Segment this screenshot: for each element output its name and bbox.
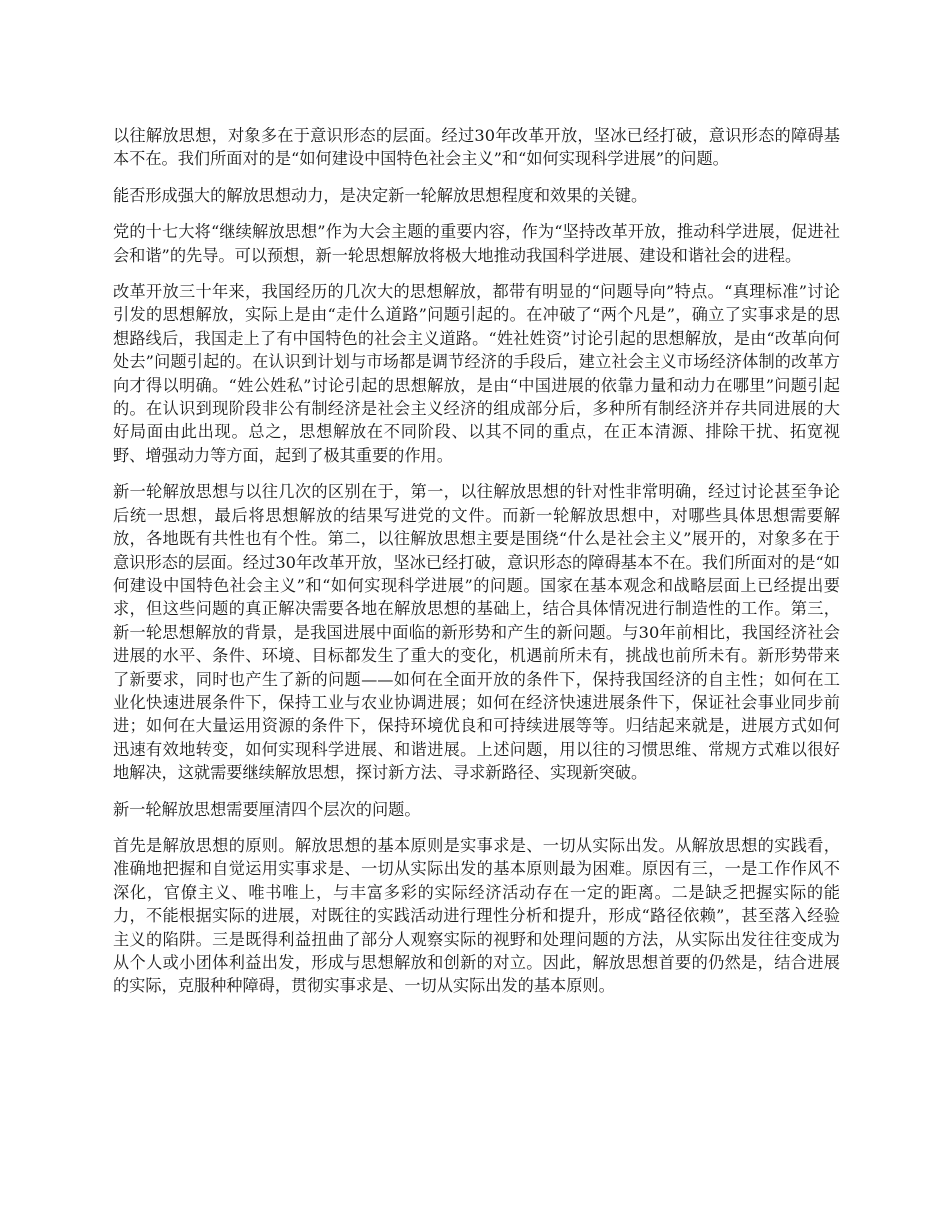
paragraph-6: 新一轮解放思想需要厘清四个层次的问题。 [113, 799, 421, 819]
paragraph-3: 党的十七大将“继续解放思想”作为大会主题的重要内容，作为“坚持改革开放，推动科学进展，促进社会和谐”的先导。可以预想，新一轮思想解放将极大地推动我国科学进展、建设和谐社会的进程。 [113, 222, 840, 265]
paragraph-1: 以往解放思想，对象多在于意识形态的层面。经过30年改革开放，坚冰已经打破，意识形态的障碍基本不在。我们所面对的是“如何建设中国特色社会主义”和“如何实现科学进展”的问题。 [113, 126, 840, 169]
paragraph-2: 能否形成强大的解放思想动力，是决定新一轮解放思想程度和效果的关键。 [113, 185, 648, 205]
paragraph-5: 新一轮解放思想与以往几次的区别在于，第一，以往解放思想的针对性非常明确，经过讨论甚至争论后统一思想，最后将思想解放的结果写进党的文件。而新一轮解放思想中，对哪些具体思想需要解放，各地既有共性也有个性。第二，以往解放思想主要是围绕“什么是社会主义”展开的，对象多在于意识形态的层面。经过30年改革开放，坚冰已经打破，意识形态的障碍基本不在。我们所面对的是“如何建设中国特色社会主义”和“如何实现科学进展”的问题。国家在基本观念和战略层面上已经提出要求，但这些问题的真正解决需要各地在解放思想的基础上，结合具体情况进行制造性的工作。第三，新一轮思想解放的背景，是我国进展中面临的新形势和产生的新问题。与30年前相比，我国经济社会进展的水平、条件、环境、目标都发生了重大的变化，机遇前所未有，挑战也前所未有。新形势带来了新要求，同时也产生了新的问题——如何在全面开放的条件下，保持我国经济的自主性；如何在工业化快速进展条件下，保持工业与农业协调进展；如何在经济快速进展条件下，保证社会事业同步前进；如何在大量运用资源的条件下，保持环境优良和可持续进展等等。归结起来就是，进展方式如何迅速有效地转变，如何实现科学进展、和谐进展。上述问题，用以往的习惯思维、常规方式难以很好地解决，这就需要继续解放思想，探讨新方法、寻求新路径、实现新突破。 [113, 482, 840, 783]
paragraph-4: 改革开放三十年来，我国经历的几次大的思想解放，都带有明显的“问题导向”特点。“真理标准”讨论引发的思想解放，实际上是由“走什么道路”问题引起的。在冲破了“两个凡是”，确立了实事求是的思想路线后，我国走上了有中国特色的社会主义道路。“姓社姓资”讨论引起的思想解放，是由“改革向何处去”问题引起的。在认识到计划与市场都是调节经济的手段后，建立社会主义市场经济体制的改革方向才得以明确。“姓公姓私”讨论引起的思想解放，是由“中国进展的依靠力量和动力在哪里”问题引起的。在认识到现阶段非公有制经济是社会主义经济的组成部分后，多种所有制经济并存共同进展的大好局面由此出现。总之，思想解放在不同阶段、以其不同的重点，在正本清源、排除干扰、拓宽视野、增强动力等方面，起到了极其重要的作用。 [113, 282, 840, 465]
paragraph-7: 首先是解放思想的原则。解放思想的基本原则是实事求是、一切从实际出发。从解放思想的实践看，准确地把握和自觉运用实事求是、一切从实际出发的基本原则最为困难。原因有三，一是工作作风不深化，官僚主义、唯书唯上，与丰富多彩的实际经济活动存在一定的距离。二是缺乏把握实际的能力，不能根据实际的进展，对既往的实践活动进行理性分析和提升，形成“路径依赖”，甚至落入经验主义的陷阱。三是既得利益扭曲了部分人观察实际的视野和处理问题的方法，从实际出发往往变成为从个人或小团体利益出发，形成与思想解放和创新的对立。因此，解放思想首要的仍然是，结合进展的实际，克服种种障碍，贯彻实事求是、一切从实际出发的基本原则。 [113, 835, 840, 996]
document-body [113, 124, 840, 1011]
